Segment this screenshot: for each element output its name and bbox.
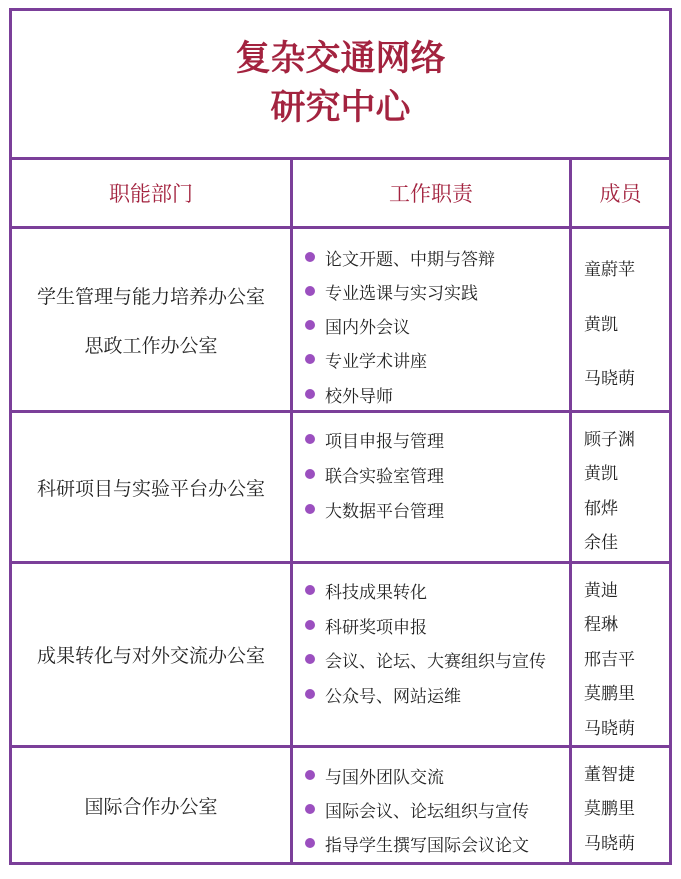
bullet-icon (305, 354, 315, 364)
duty-item: 专业选课与实习实践 (293, 276, 478, 306)
duty-item: 项目申报与管理 (293, 424, 444, 454)
duty-item: 会议、论坛、大赛组织与宣传 (293, 644, 546, 674)
dept-cell (12, 413, 290, 561)
duty-item: 与国外团队交流 (293, 760, 444, 790)
member-name: 邢吉平 (584, 650, 635, 670)
column-header-duties: 工作职责 (389, 182, 473, 206)
duty-item: 国际会议、论坛组织与宣传 (293, 794, 529, 824)
bullet-icon (305, 504, 315, 514)
column-header-members: 成员 (599, 182, 642, 206)
bullet-icon (305, 770, 315, 780)
bullet-icon (305, 389, 315, 399)
member-name: 马晓萌 (584, 719, 635, 739)
bullet-icon (305, 434, 315, 444)
bullet-icon (305, 838, 315, 848)
member-name: 董智捷 (584, 765, 635, 785)
member-name: 程琳 (584, 615, 618, 635)
bullet-icon (305, 469, 315, 479)
member-name: 顾子渊 (584, 430, 635, 450)
dept-name: 思政工作办公室 (84, 334, 218, 357)
dept-name: 成果转化与对外交流办公室 (36, 645, 265, 667)
dept-name: 国际合作办公室 (84, 795, 218, 818)
member-name: 黄迪 (584, 581, 618, 601)
member-name: 余佳 (584, 533, 618, 553)
bullet-icon (305, 804, 315, 814)
duty-item: 专业学术讲座 (293, 344, 427, 374)
dept-cell (12, 748, 290, 862)
duty-item: 论文开题、中期与答辩 (293, 242, 495, 272)
duty-item: 科技成果转化 (293, 575, 427, 605)
bullet-icon (305, 654, 315, 664)
member-name: 黄凯 (584, 315, 618, 335)
divider (569, 158, 572, 865)
column-header-dept: 职能部门 (109, 182, 193, 206)
member-name: 马晓萌 (584, 369, 635, 389)
title-line-1: 复杂交通网络 (235, 39, 446, 79)
bullet-icon (305, 620, 315, 630)
member-name: 黄凯 (584, 464, 618, 484)
dept-cell (12, 229, 290, 410)
duty-item: 大数据平台管理 (293, 494, 444, 524)
duty-item: 公众号、网站运维 (293, 679, 461, 709)
bullet-icon (305, 320, 315, 330)
duty-item: 联合实验室管理 (293, 459, 444, 489)
dept-name: 学生管理与能力培养办公室 (36, 285, 265, 308)
member-name: 莫鹏里 (584, 799, 635, 819)
duty-item: 国内外会议 (293, 310, 410, 340)
page-title (12, 11, 669, 157)
dept-name: 科研项目与实验平台办公室 (36, 477, 265, 500)
duty-item: 科研奖项申报 (293, 610, 427, 640)
duty-item: 校外导师 (293, 379, 393, 409)
duty-item: 指导学生撰写国际会议论文 (293, 828, 529, 858)
bullet-icon (305, 689, 315, 699)
member-name: 童蔚苹 (584, 260, 635, 280)
bullet-icon (305, 585, 315, 595)
bullet-icon (305, 252, 315, 262)
title-line-2: 研究中心 (270, 88, 411, 128)
dept-cell (12, 564, 290, 745)
member-name: 马晓萌 (584, 834, 635, 854)
member-name: 郁烨 (584, 499, 618, 519)
member-name: 莫鹏里 (584, 684, 635, 704)
bullet-icon (305, 286, 315, 296)
